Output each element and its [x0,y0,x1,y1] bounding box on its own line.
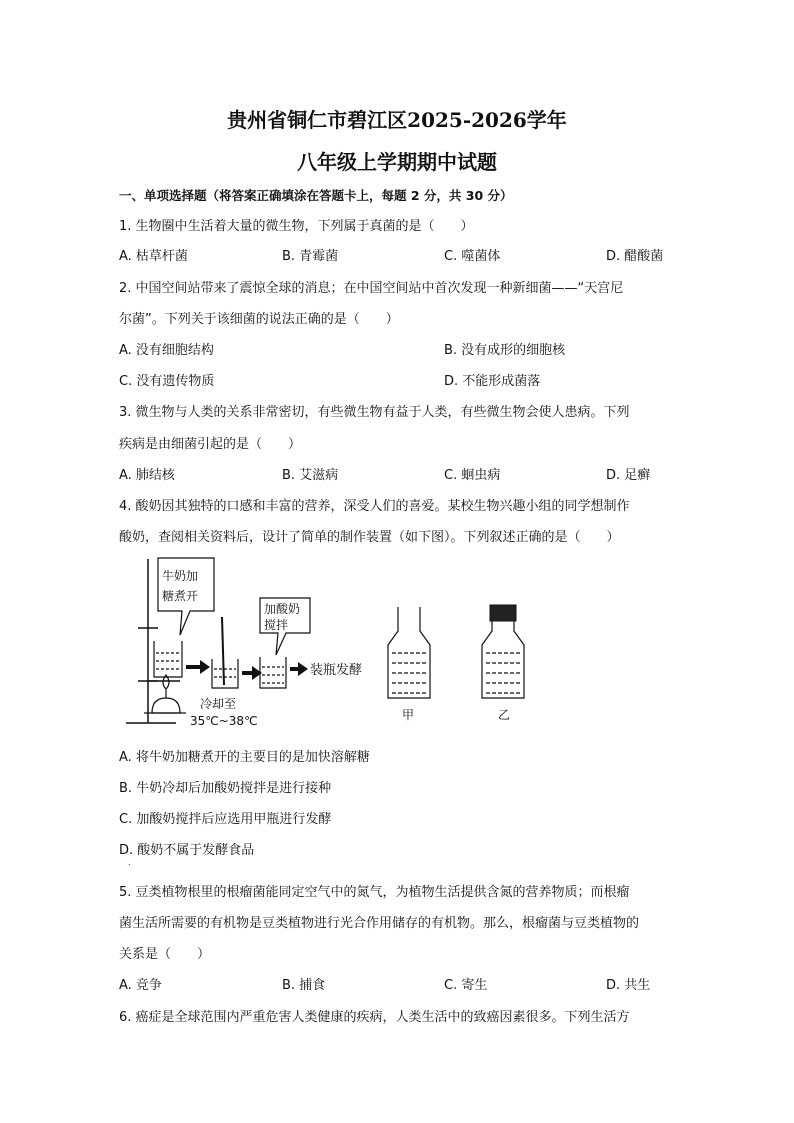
arrow-3-icon [290,662,308,676]
label-boil-line1: 牛奶加 [162,569,199,583]
question-4-option-d: D. 酸奶不属于发酵食品 [119,843,255,858]
question-1-option-a: A. 枯草杆菌 [119,249,188,264]
beaker-2-icon [212,617,238,688]
label-cool-line2: 35℃~38℃ [190,714,258,728]
question-2-option-d: D. 不能形成菌落 [444,374,541,389]
exam-title-line2: 八年级上学期期中试题 [297,150,497,174]
question-5-stem-line2: 菌生活所需要的有机物是豆类植物进行光合作用储存的有机物。那么，根瘤菌与豆类植物的 [119,916,640,931]
label-cool-line1: 冷却至 [200,697,237,711]
question-5-option-a: A. 竞争 [119,978,162,993]
question-3-option-c: C. 蛔虫病 [444,468,501,483]
label-add-line1: 加酸奶 [264,602,301,616]
label-boil-line2: 糖煮开 [162,589,199,603]
question-5-option-b: B. 捕食 [282,978,326,993]
question-6-stem-line1: 6. 癌症是全球范围内严重危害人类健康的疾病，人类生活中的致癌因素很多。下列生活方 [119,1010,630,1025]
question-4-option-a: A. 将牛奶加糖煮开的主要目的是加快溶解糖 [119,750,370,765]
question-5-option-d: D. 共生 [606,978,651,993]
question-4-stem-line1: 4. 酸奶因其独特的口感和丰富的营养，深受人们的喜爱。某校生物兴趣小组的同学想制作 [119,499,630,514]
callout-boil [158,558,214,635]
label-ferment: 装瓶发酵 [310,663,363,678]
section-heading: 一、单项选择题（将答案正确填涂在答题卡上，每题 2 分，共 30 分） [119,188,513,203]
question-4-option-c: C. 加酸奶搅拌后应选用甲瓶进行发酵 [119,812,332,827]
arrow-2-icon [242,666,262,680]
beaker-1-icon [154,641,182,677]
question-5-stem-line3: 关系是（ ） [119,947,211,962]
callout-add-yogurt [260,598,310,655]
question-3-option-d: D. 足癣 [606,468,651,483]
bottle-jia-icon [388,607,430,698]
stray-mark: . [128,858,131,867]
question-1-option-d: D. 醋酸菌 [606,249,664,264]
question-3-option-b: B. 艾滋病 [282,468,339,483]
question-2-stem-line1: 2. 中国空间站带来了震惊全球的消息；在中国空间站中首次发现一种新细菌——“天宫尼 [119,281,624,296]
question-3-option-a: A. 肺结核 [119,468,175,483]
arrow-1-icon [186,660,210,674]
question-2-option-c: C. 没有遗传物质 [119,374,215,389]
question-3-stem-line1: 3. 微生物与人类的关系非常密切，有些微生物有益于人类，有些微生物会使人患病。下列 [119,405,630,420]
question-1-option-b: B. 青霉菌 [282,249,339,264]
question-2-stem-line2: 尔菌”。下列关于该细菌的说法正确的是（ ） [119,312,399,327]
question-2-option-b: B. 没有成形的细胞核 [444,343,566,358]
label-bottle-yi: 乙 [498,708,511,722]
beaker-3-icon [260,657,286,688]
label-bottle-jia: 甲 [402,708,415,722]
question-1-stem: 1. 生物圈中生活着大量的微生物，下列属于真菌的是（ ） [119,219,474,234]
exam-title-line1: 贵州省铜仁市碧江区2025-2026学年 [227,108,567,132]
label-add-line2: 搅拌 [264,618,289,632]
question-2-option-a: A. 没有细胞结构 [119,343,214,358]
question-4-option-b: B. 牛奶冷却后加酸奶搅拌是进行接种 [119,781,332,796]
question-1-option-c: C. 噬菌体 [444,249,501,264]
yogurt-making-apparatus-figure [118,553,538,728]
question-5-option-c: C. 寄生 [444,978,488,993]
question-3-stem-line2: 疾病是由细菌引起的是（ ） [119,437,302,452]
question-4-stem-line2: 酸奶，查阅相关资料后，设计了简单的制作装置（如下图）。下列叙述正确的是（ ） [119,530,620,545]
bottle-yi-icon [482,605,524,698]
question-5-stem-line1: 5. 豆类植物根里的根瘤菌能同定空气中的氮气，为植物生活提供含氮的营养物质；而根瘤 [119,885,630,900]
